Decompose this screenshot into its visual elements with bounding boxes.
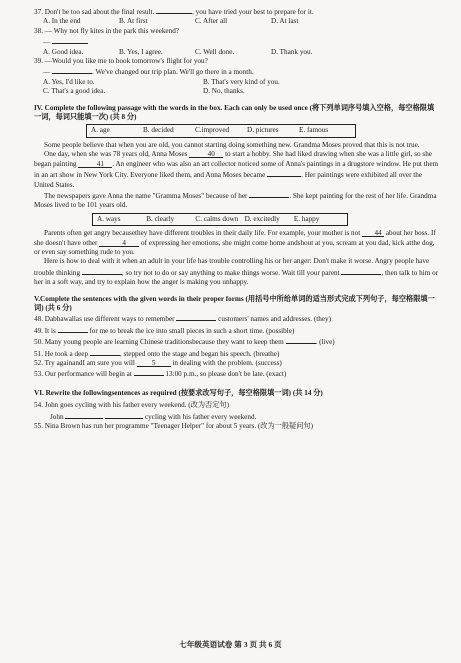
blank-46[interactable]	[82, 267, 122, 275]
reply-line-38: —	[34, 36, 441, 47]
reply-line-39: — . We've changed our trip plan. We'll go there in a month.	[43, 68, 254, 77]
passage-2-para-1: Parents often get angry becausethey have different troubles in their daily life. For example, your mother is not 44 about her boss. If she doesn't have other 4 of expressing her emotions, she might come home andshout at you, scream at you dad, kick atthe dog, or even say something rude to you.	[34, 229, 436, 256]
blank-42[interactable]	[267, 169, 301, 177]
word-b: B. decided	[143, 126, 174, 135]
answer-blank[interactable]: 5	[137, 359, 171, 367]
question-53: 53. Our performance will begin at 13:00 p.m., so please don't be late. (exact)	[34, 370, 287, 379]
word-d: D. excitedly	[244, 214, 280, 223]
answer-blank[interactable]	[58, 325, 88, 333]
word-e: E. happy	[293, 214, 320, 223]
answer-blank[interactable]	[52, 66, 92, 74]
options-39a: A. Yes, I'd like to. B. That's very kind of you.	[43, 77, 280, 86]
options-37: A. In the end B. At first C. After all D. At last	[43, 17, 299, 26]
answer-blank[interactable]	[90, 348, 120, 356]
options-39b: C. That's a good idea. D. No, thanks.	[43, 87, 245, 96]
question-52: 52. Try againandI am sure you will 5 in dealing with the problem. (success)	[34, 359, 282, 367]
word-box-1	[86, 124, 356, 137]
options-38: A. Good idea. B. Yes, I agree. C. Well done. D. Thank you.	[43, 47, 313, 56]
section-v-title: V.Complete the sentences with the given words in their proper forms (用括号中所给单词的适当形式完成下列句子，每空格限填一词) (共 6 分)	[34, 294, 435, 312]
question-55: 55. Nina Brown has run her programme "Teenager Helper" for about 5 years. (改为一般疑问句)	[34, 422, 314, 431]
question-39: 39. —Would you like me to book tomorrow's flight for you?	[34, 57, 208, 66]
word-c: C.improved	[195, 126, 230, 135]
answer-54: John cycling with his father every weekend.	[50, 412, 257, 421]
word-a: A. ways	[97, 214, 121, 223]
passage-2-para-2: Here is how to deal with it when an adult in your life has trouble controlling his or her anger: Don't make it worse. Angry people have trouble thinking , so try not to do or say anything to make things worse. Wait till your parent , then talk to him or her in a soft way, and try to explain how the anger is making you unhappy.	[34, 257, 439, 287]
word-e: E. famous	[299, 126, 329, 135]
answer-blank[interactable]	[134, 368, 164, 376]
answer-blank[interactable]	[105, 411, 143, 419]
blank-45[interactable]: 4	[99, 239, 139, 247]
answer-blank[interactable]	[65, 411, 103, 419]
passage-1-para-1: Some people believe that when you are old, you cannot starting doing something new. Grandma Moses proved that this is not true.	[44, 140, 420, 149]
answer-blank[interactable]	[176, 313, 216, 321]
page-footer: 七年级英语试卷 第 3 页 共 6 页	[179, 639, 282, 649]
blank-47[interactable]	[341, 267, 381, 275]
answer-blank[interactable]	[52, 36, 88, 44]
word-b: B. clearly	[146, 214, 175, 223]
question-48: 48. Dabbawallas use different ways to remember customers' names and addresses. (they)	[34, 315, 332, 324]
blank-41[interactable]: 41	[78, 160, 112, 168]
passage-1-para-3: The newspapers gave Anna the name "Gramma Moses" because of her . She kept painting for the rest of her life. Grandma Moses lived to be 101 years old.	[34, 191, 437, 210]
word-box-2	[92, 213, 348, 226]
blank-40[interactable]: 40	[189, 150, 223, 158]
passage-1-para-2: One day, when she was 78 years old, Anna Moses 40 to start a hobby. She had liked drawing when she was a little girl, so she began painting 41 . An engineer who was also an art collector noticed some of Anna's paintings in a drugstore window. He put them in an art show in New York City. Everyone liked them, and Anna Moses became . Her paintings were exhibited all over the United States.	[34, 150, 439, 189]
question-50: 50. Many young people are learning Chinese traditionsbecause they want to keep them . (live)	[34, 338, 335, 347]
blank-44[interactable]: 44	[362, 229, 384, 237]
word-c: C. calms down	[195, 214, 239, 223]
word-d: D. pictures	[247, 126, 279, 135]
section-iv-title: IV. Complete the following passage with the words in the box. Each can only be used once (将下列单词序号填入空格，每空格限填一词，每词只能填一次) (共 8 分)	[34, 103, 435, 122]
question-51: 51. He took a deep , stepped onto the stage and began his speech. (breathe)	[34, 349, 280, 358]
blank-43[interactable]	[249, 190, 289, 198]
question-49: 49. It is for me to break the ice into small pieces in such a short time. (possible)	[34, 326, 295, 335]
question-54: 54. John goes cycling with his father every weekend. (改为否定句)	[34, 401, 230, 410]
answer-blank[interactable]	[156, 6, 192, 14]
section-vi-title: VI. Rewrite the followingsentences as required (按要求改写句子，每空格限填一词) (共 14 分)	[34, 388, 323, 397]
answer-blank[interactable]	[286, 336, 316, 344]
question-38: 38. — Why not fly kites in the park this weekend?	[34, 26, 179, 35]
word-a: A. age	[91, 126, 110, 135]
question-37: 37. Don't be too sad about the final result. , you have tried your best to prepare for it.	[34, 8, 314, 16]
